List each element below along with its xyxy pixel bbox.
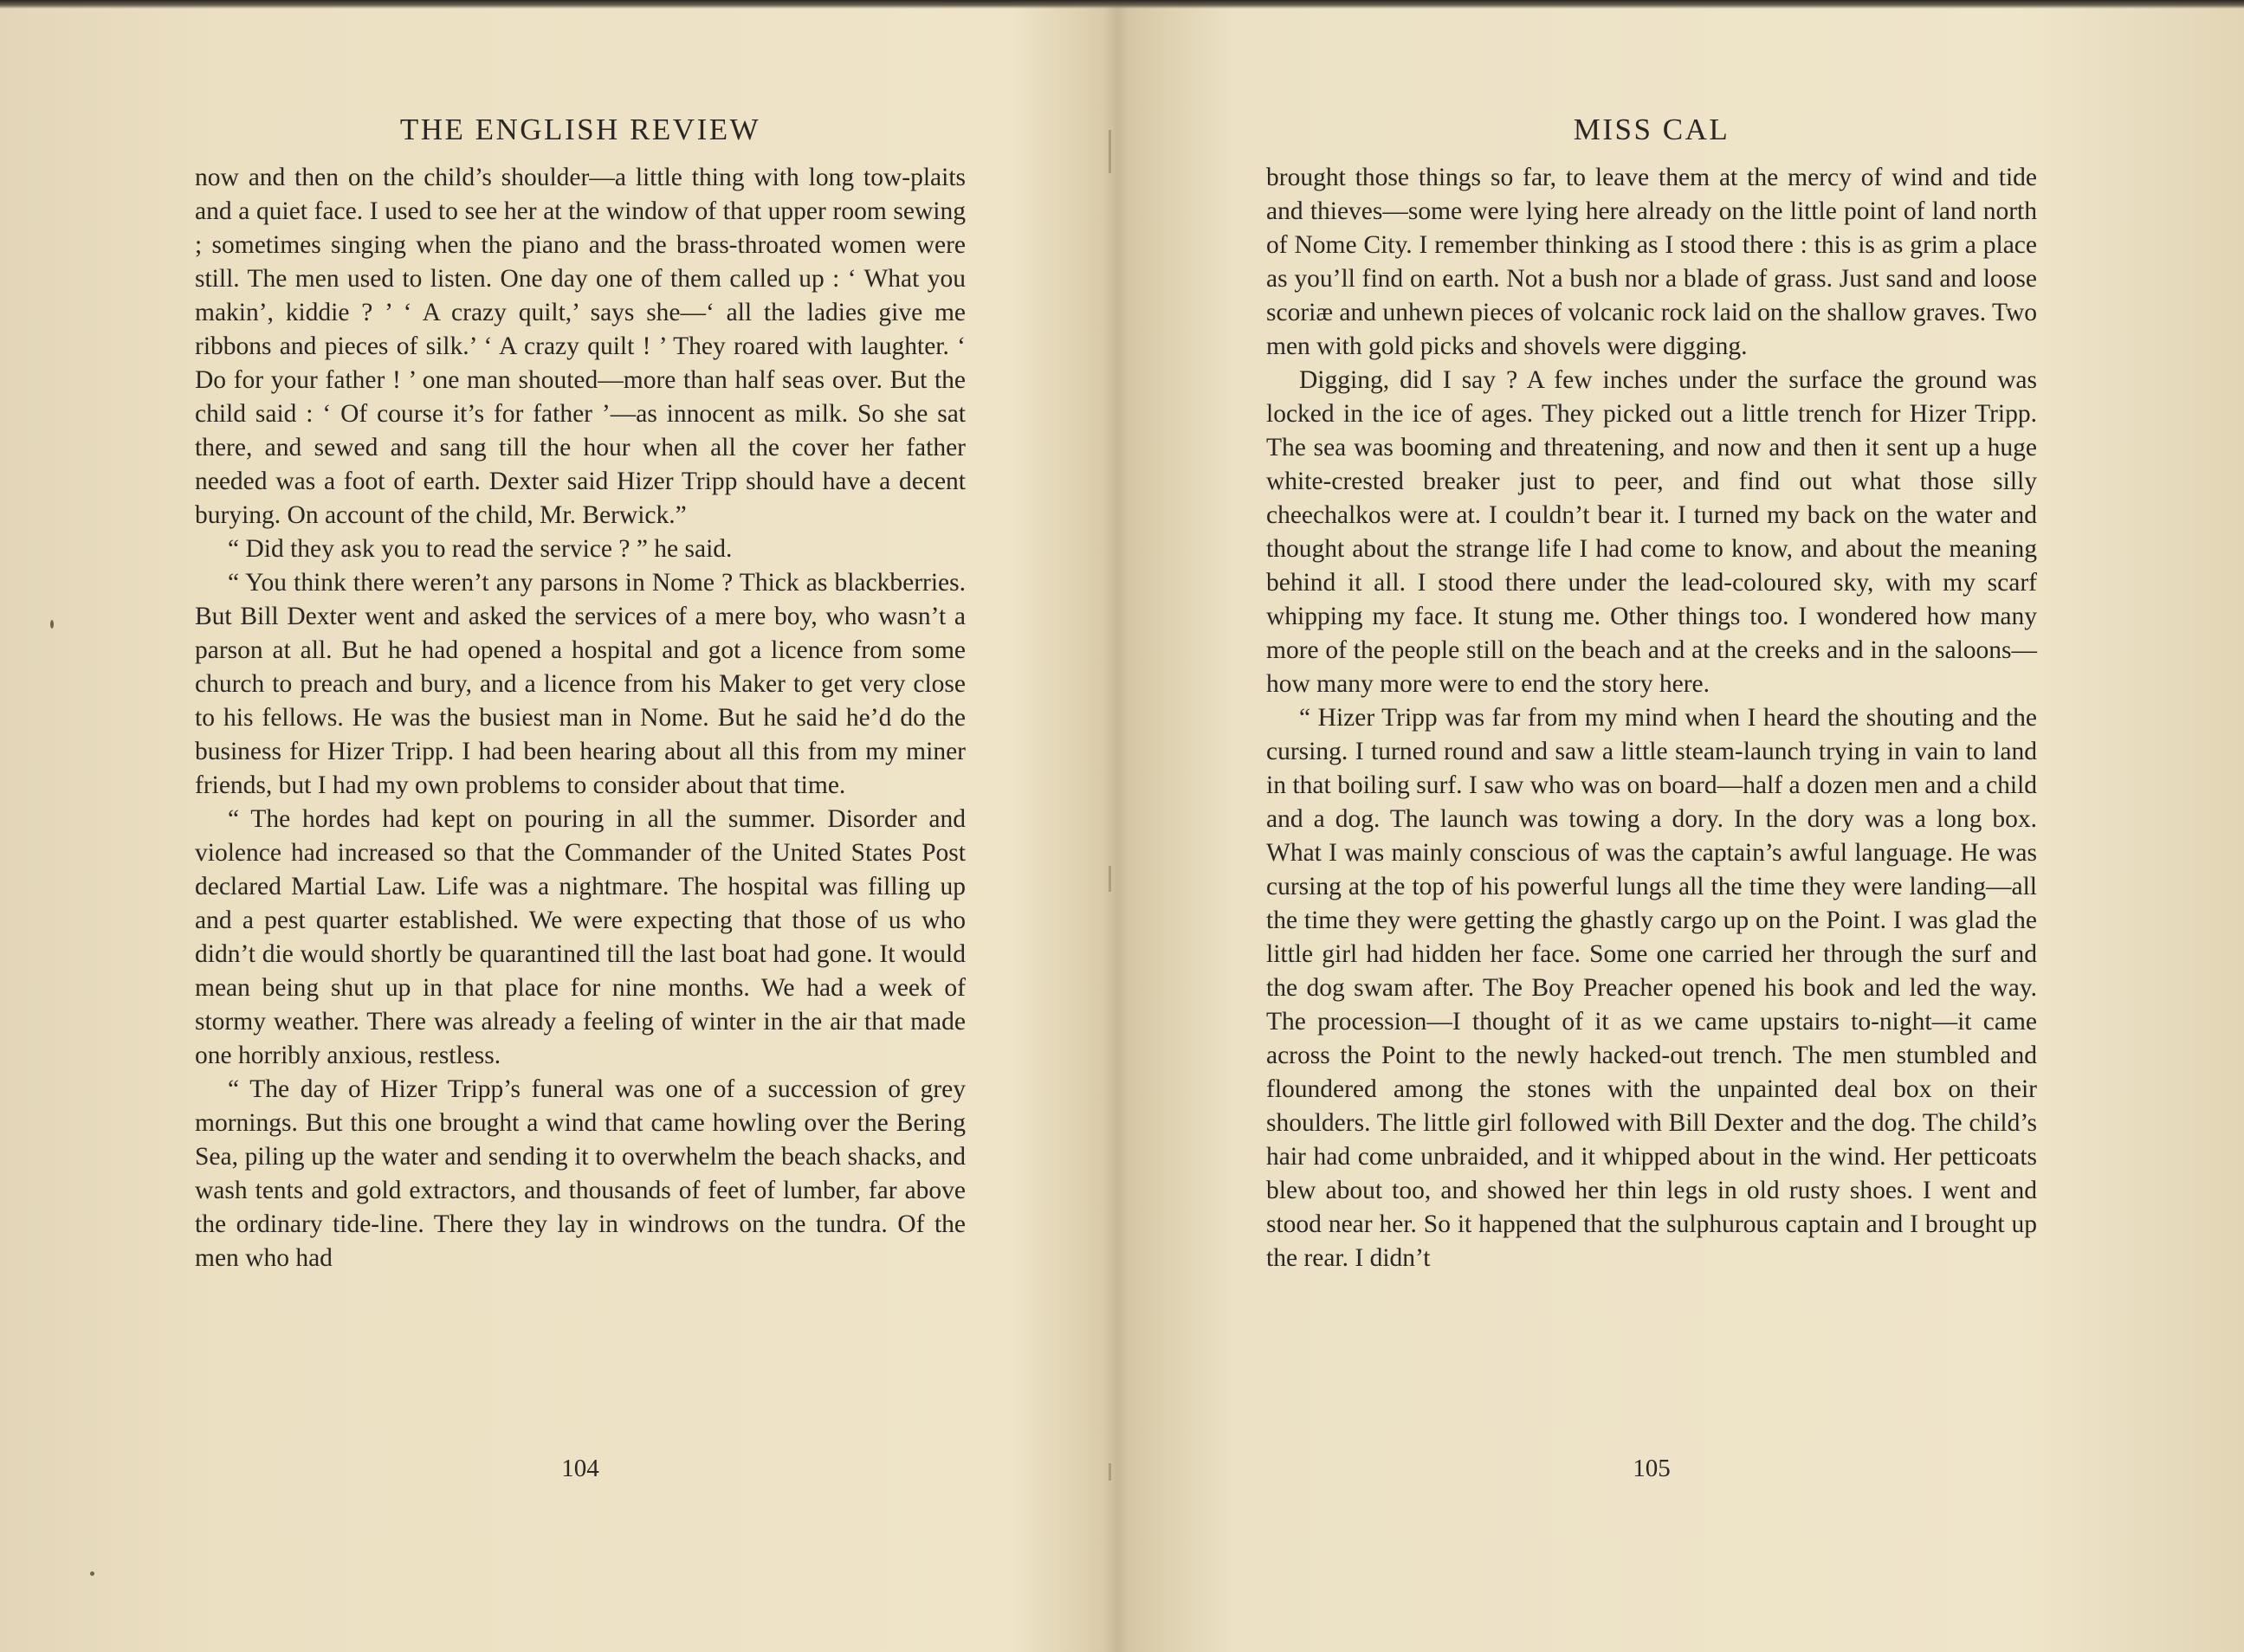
- gutter-mark: [1109, 866, 1111, 892]
- gutter-mark: [1109, 130, 1111, 173]
- paragraph: Digging, did I say ? A few inches under the surface the ground was locked in the ice of ages. They picked out a little trench for Hizer Tripp. The sea was booming and threatening, and now and then it sent up a huge white-crested breaker just to peer, and find out what those silly cheechalkos were at. I couldn’t bear it. I turned my back on the water and thought about the strange life I had come to know, and about the meaning behind it all. I stood there under the lead-coloured sky, with my scarf whipping my face. It stung me. Other things too. I wondered how many more of the people still on the beach and at the creeks and in the saloons—how many more were to end the story here.: [1266, 366, 2037, 698]
- running-head-right: MISS CAL: [1573, 113, 1730, 146]
- paragraph: “ Did they ask you to read the service ? ” he said.: [228, 535, 733, 563]
- paper-speck: [50, 620, 54, 629]
- paragraph: now and then on the child’s shoulder—a little thing with long tow-plaits and a quiet face. I used to see her at the window of that upper room sewing ; sometimes singing when the piano and the brass-throated women were still. The men used to listen. One day one of them called up : ‘ What you makin’, kiddie ? ’ ‘ A crazy quilt,’ says she—‘ all the ladies give me ribbons and pieces of silk.’ ‘ A crazy quilt ! ’ They roared with laughter. ‘ Do for your father ! ’ one man shouted—more than half seas over. But the child said : ‘ Of course it’s for father ’—as innocent as milk. So she sat there, and sewed and sang till the hour when all the cover her father needed was a foot of earth. Dexter said Hizer Tripp should have a decent burying. On account of the child, Mr. Berwick.”: [195, 164, 966, 529]
- paper-speck: [90, 1571, 94, 1576]
- page-number-right: 105: [1633, 1455, 1671, 1482]
- right-page-text: [1266, 161, 2037, 1275]
- paragraph: “ The day of Hizer Tripp’s funeral was one of a succession of grey mornings. But this one brought a wind that came howling over the Bering Sea, piling up the water and sending it to overwhelm the beach shacks, and wash tents and gold extractors, and thousands of feet of lumber, far above the ordinary tide-line. There they lay in windrows on the tundra. Of the men who had: [195, 1075, 966, 1272]
- paragraph: brought those things so far, to leave them at the mercy of wind and tide and thieves—some were lying here already on the little point of land north of Nome City. I remember thinking as I stood there : this is as grim a place as you’ll find on earth. Not a bush nor a blade of grass. Just sand and loose scoriæ and unhewn pieces of volcanic rock laid on the shallow graves. Two men with gold picks and shovels were digging.: [1266, 164, 2037, 360]
- paragraph: “ Hizer Tripp was far from my mind when I heard the shouting and the cursing. I turned round and saw a little steam-launch trying in vain to land in that boiling surf. I saw who was on board—half a dozen men and a child and a dog. The launch was towing a dory. In the dory was a long box. What I was mainly conscious of was the captain’s awful language. He was cursing at the top of his powerful lungs all the time they were landing—all the time they were getting the ghastly cargo up on the Point. I was glad the little girl had hidden her face. Some one carried her through the surf and the dog swam after. The Boy Preacher opened his book and led the way. The procession—I thought of it as we came upstairs to-night—it came across the Point to the newly hacked-out trench. The men stumbled and floundered among the stones with the unpainted deal box on their shoulders. The little girl followed with Bill Dexter and the dog. The child’s hair had come unbraided, and it whipped about in the wind. Her petticoats blew about too, and showed her thin legs in old rusty shoes. I went and stood near her. So it happened that the sulphurous captain and I brought up the rear. I didn’t: [1266, 704, 2037, 1272]
- gutter-mark: [1109, 1463, 1111, 1481]
- page-number-left: 104: [561, 1455, 599, 1482]
- paragraph: “ You think there weren’t any parsons in Nome ? Thick as blackberries. But Bill Dexter went and asked the services of a mere boy, who wasn’t a parson at all. But he had opened a hospital and got a licence from some church to preach and bury, and a licence from his Maker to get very close to his fellows. He was the busiest man in Nome. But he said he’d do the business for Hizer Tripp. I had been hearing about all this from my miner friends, but I had my own problems to consider about that time.: [195, 569, 966, 799]
- right-page: [1266, 0, 2037, 1652]
- paragraph: “ The hordes had kept on pouring in all the summer. Disorder and violence had increased so that the Commander of the United States Post declared Martial Law. Life was a nightmare. The hospital was filling up and a pest quarter established. We were expecting that those of us who didn’t die would shortly be quarantined till the last boat had gone. It would mean being shut up in that place for nine months. We had a week of stormy weather. There was already a feeling of winter in the air that made one horribly anxious, restless.: [195, 805, 966, 1069]
- left-page-text: [195, 161, 966, 1275]
- running-head-left: THE ENGLISH REVIEW: [399, 113, 761, 146]
- left-page: [195, 0, 966, 1652]
